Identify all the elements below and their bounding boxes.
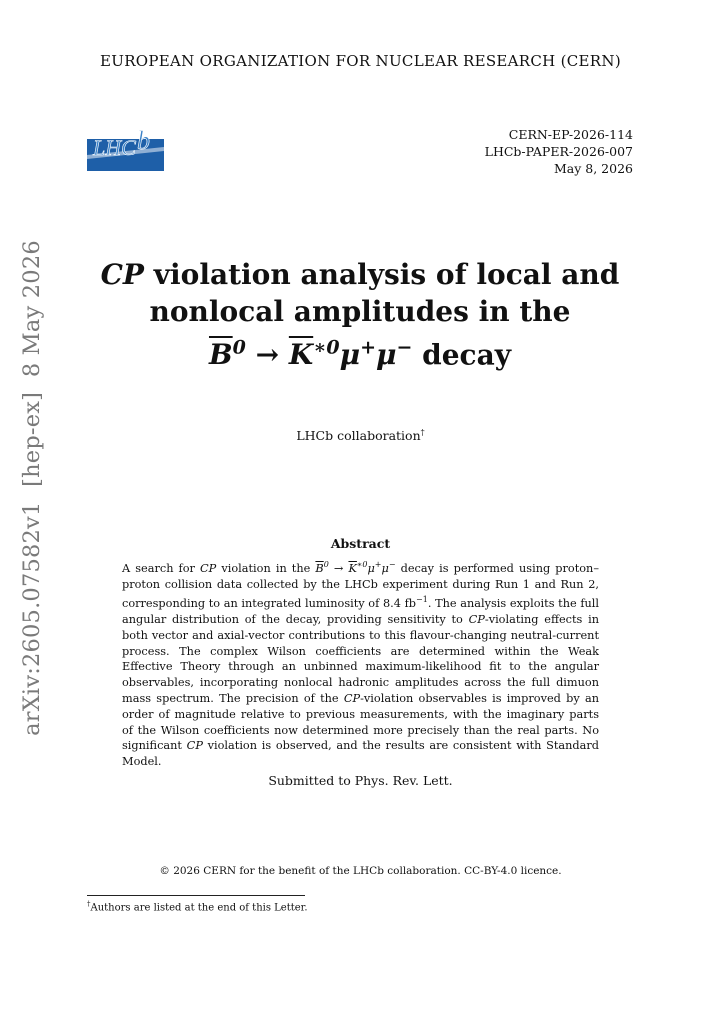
report-numbers xyxy=(485,126,633,177)
svg-text:LHC: LHC xyxy=(93,135,136,160)
report-date: May 8, 2026 xyxy=(554,161,633,176)
copyright-notice: © 2026 CERN for the benefit of the LHCb collaboration. CC-BY-4.0 licence. xyxy=(159,865,562,877)
footnote-mark: † xyxy=(87,900,91,908)
authors-footnote-mark: † xyxy=(420,428,425,437)
submission-note: Submitted to Phys. Rev. Lett. xyxy=(268,773,453,788)
title-cp: CP xyxy=(100,258,144,291)
footnote-rule xyxy=(87,895,305,896)
abstract-heading: Abstract xyxy=(330,536,391,551)
authors xyxy=(0,428,721,443)
title-decay-suffix: decay xyxy=(412,338,512,372)
report-number-paper: LHCb-PAPER-2026-007 xyxy=(484,144,633,159)
abstract-text: A search for CP violation in the $\overline{B}^0 \to \overline{K}^{∗0}\mu^+\mu^-$ decay is performed using proton–proton collision data collected by the LHCb experiment during Run 1 and Run 2, corresponding to an integrated luminosity of 8.4 $fb^{-1}$. The analysis exploits the full angular distribution of the decay, providing sensitivity to CP-violating effects in both vector and axial-vector contributions to this flavour-changing neutral-current process. The complex Wilson coefficients are determined within the Weak Effective Theory through an unbinned maximum-likelihood fit to the angular observables, incorporating nonlocal hadronic amplitudes across the full dimuon mass spectrum. The precision of the CP-violation observables is improved by an order of magnitude relative to previous measurements, with the imaginary parts of the Wilson coefficients now determined more precisely than the real parts. No significant CP violation is observed, and the results are consistent with Standard Model. xyxy=(122,560,600,769)
footnote-text: Authors are listed at the end of this Letter. xyxy=(90,902,308,914)
arxiv-stamp-text: arXiv:2605.07582v1 [hep-ex] 8 May 2026 xyxy=(19,240,45,736)
title-line2: nonlocal amplitudes in the xyxy=(149,295,571,328)
report-number-ep: CERN-EP-2026-114 xyxy=(508,127,633,142)
title-decay-line: $\overline{B}^0 \to \overline{K}^{∗0}\mu^+\mu^-$ decay xyxy=(208,337,512,372)
organization-header: EUROPEAN ORGANIZATION FOR NUCLEAR RESEARCH (CERN) xyxy=(100,52,621,70)
footnote xyxy=(87,900,308,913)
lhcb-logo xyxy=(87,125,164,171)
svg-text:b: b xyxy=(137,126,150,155)
authors-name: LHCb collaboration xyxy=(296,428,421,444)
paper-title xyxy=(60,256,660,373)
title-line1: violation analysis of local and xyxy=(143,258,620,291)
